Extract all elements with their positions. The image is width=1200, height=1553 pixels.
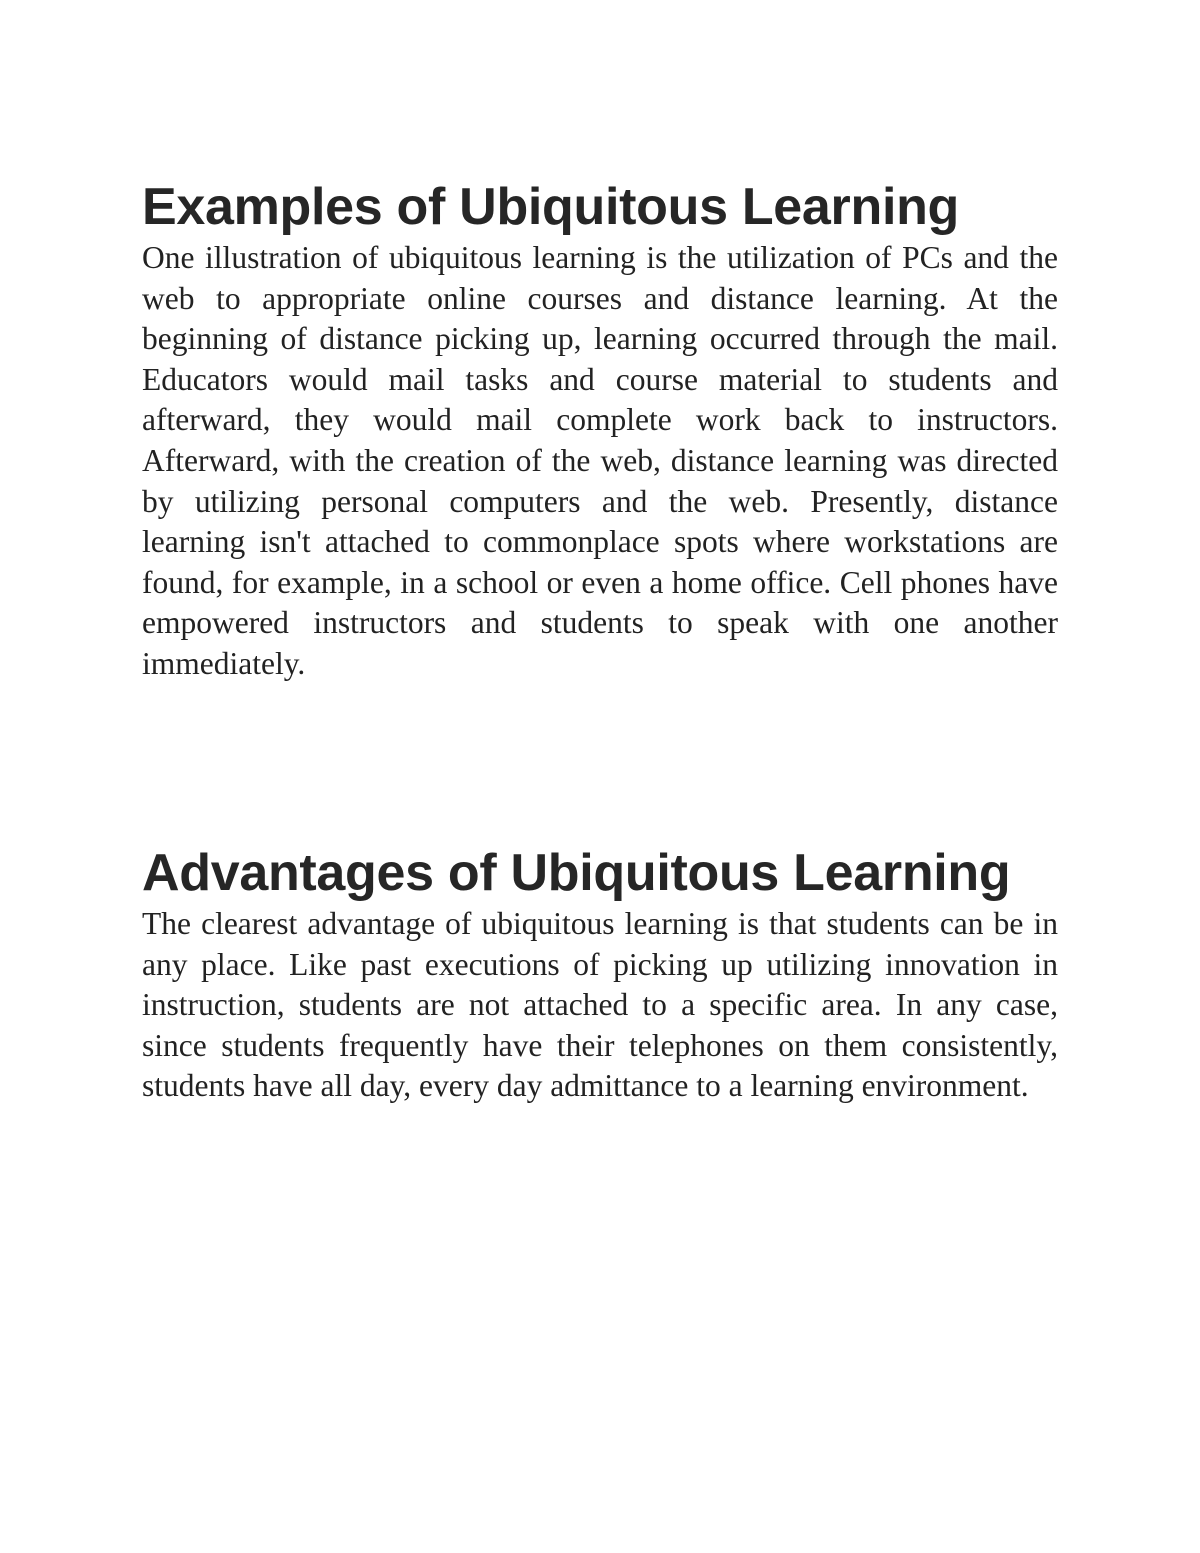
section-body-advantages: The clearest advantage of ubiquitous learning is that students can be in any place. Like past executions of picking up utilizing innovation in instruction, students are not attached to a specific area. In any case, since students frequently have their telephones on them consistently, students have all day, every day admittance to a learning environment. <box>142 906 1058 1104</box>
section-advantages <box>142 842 1058 1107</box>
section-examples <box>142 176 1058 685</box>
section-heading-examples: Examples of Ubiquitous Learning <box>142 178 960 236</box>
section-heading-advantages: Advantages of Ubiquitous Learning <box>142 844 1011 902</box>
section-body-examples: One illustration of ubiquitous learning is the utilization of PCs and the web to appropriate online courses and distance learning. At the beginning of distance picking up, learning occurred through the mail. Educators would mail tasks and course material to students and afterward, they would mail complete work back to instructors. Afterward, with the creation of the web, distance learning was directed by utilizing personal computers and the web. Presently, distance learning isn't attached to commonplace spots where workstations are found, for example, in a school or even a home office. Cell phones have empowered instructors and students to speak with one another immediately. <box>142 240 1058 681</box>
